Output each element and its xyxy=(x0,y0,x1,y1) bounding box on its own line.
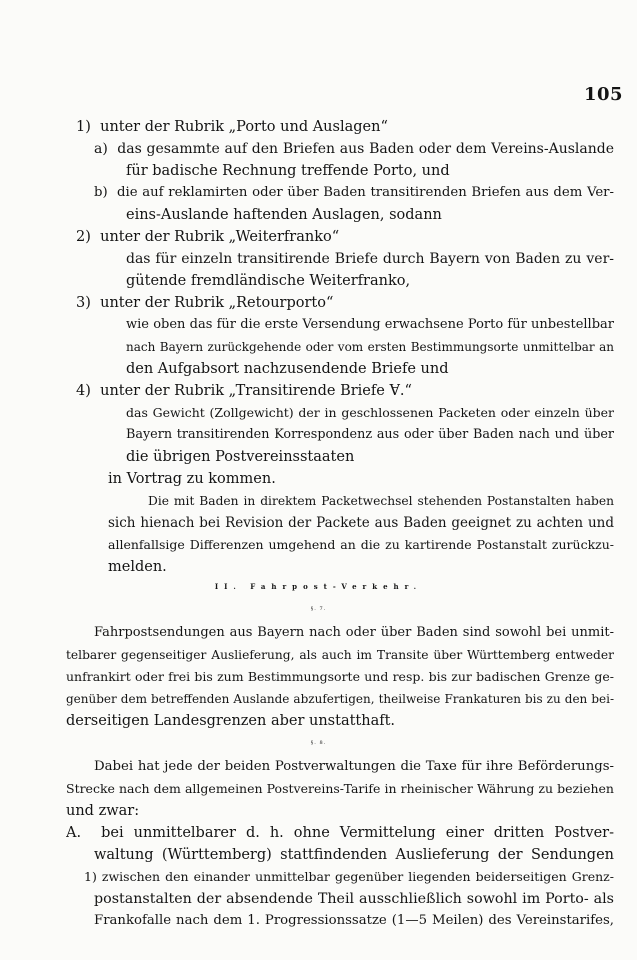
text-line: Dabei hat jede der beiden Postverwaltungen die Taxe für ihre Beförderungs- xyxy=(94,759,614,774)
text-line: allenfallsige Differenzen umgehend an die zu kartirende Postanstalt zurückzu- xyxy=(108,537,614,552)
text-line: 1) zwischen den einander unmittelbar gegenüber liegenden beiderseitigen Grenz- xyxy=(84,869,614,884)
text-line: das Gewicht (Zollgewicht) der in geschlossenen Packeten oder einzeln über xyxy=(126,405,614,420)
text-line: melden. xyxy=(108,559,167,575)
text-line: 4) unter der Rubrik „Transitirende Briefe Ɐ.“ xyxy=(76,383,412,399)
text-line: Strecke nach dem allgemeinen Postvereins-Tarife in rheinischer Währung zu beziehen xyxy=(66,781,614,796)
text-line: wie oben das für die erste Versendung erwachsene Porto für unbestellbar xyxy=(126,317,614,332)
text-line: waltung (Württemberg) stattfindenden Auslieferung der Sendungen xyxy=(94,847,614,863)
text-line: den Aufgabsort nachzusendende Briefe und xyxy=(126,361,449,377)
text-line: gütende fremdländische Weiterfranko, xyxy=(126,273,411,289)
text-line: die übrigen Postvereinsstaaten xyxy=(126,449,355,465)
text-line: a) das gesammte auf den Briefen aus Baden oder dem Vereins-Auslande xyxy=(94,141,614,157)
text-line: sich hienach bei Revision der Packete aus Baden geeignet zu achten und xyxy=(108,515,614,531)
text-line: genüber dem betreffenden Auslande abzufertigen, theilweise Frankaturen bis zu den bei- xyxy=(66,692,614,706)
paragraph-number: §. 7. xyxy=(310,606,327,612)
text-line: 3) unter der Rubrik „Retourporto“ xyxy=(76,295,334,311)
page-number: 105 xyxy=(584,84,624,105)
text-line: Fahrpostsendungen aus Bayern nach oder über Baden sind sowohl bei unmit- xyxy=(94,625,614,640)
text-line: Frankofalle nach dem 1. Progressionssatze (1—5 Meilen) des Vereinstarifes, xyxy=(94,913,614,928)
text-line: postanstalten der absendende Theil ausschließlich sowohl im Porto- als xyxy=(94,891,614,907)
text-line: eins-Auslande haftenden Auslagen, sodann xyxy=(126,207,442,223)
text-line: nach Bayern zurückgehende oder vom ersten Bestimmungsorte unmittelbar an xyxy=(126,340,614,354)
text-line: telbarer gegenseitiger Auslieferung, als auch im Transite über Württemberg entweder xyxy=(66,648,614,662)
text-line: unfrankirt oder frei bis zum Bestimmungsorte und resp. bis zur badischen Grenze ge- xyxy=(66,669,614,684)
section-heading: II. Fahrpost-Verkehr. xyxy=(214,582,423,591)
text-line: und zwar: xyxy=(66,803,140,819)
text-line: 1) unter der Rubrik „Porto und Auslagen“ xyxy=(76,119,388,135)
text-line: in Vortrag zu kommen. xyxy=(108,471,276,487)
text-line: derseitigen Landesgrenzen aber unstatthaft. xyxy=(66,713,396,729)
text-line: b) die auf reklamirten oder über Baden transitirenden Briefen aus dem Ver- xyxy=(94,185,614,200)
text-line: Die mit Baden in direktem Packetwechsel stehenden Postanstalten haben xyxy=(148,494,614,508)
text-line: 2) unter der Rubrik „Weiterfranko“ xyxy=(76,229,340,245)
text-line: A. bei unmittelbarer d. h. ohne Vermittelung einer dritten Postver- xyxy=(66,825,614,841)
paragraph-number: §. 8. xyxy=(310,740,327,746)
text-line: Bayern transitirenden Korrespondenz aus oder über Baden nach und über xyxy=(126,427,614,442)
text-line: für badische Rechnung treffende Porto, und xyxy=(126,163,450,179)
text-line: das für einzeln transitirende Briefe durch Bayern von Baden zu ver- xyxy=(126,251,614,267)
